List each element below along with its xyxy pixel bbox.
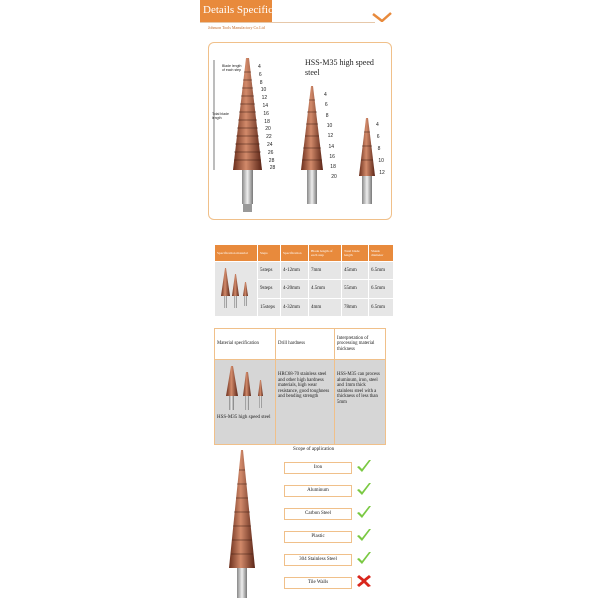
size-label: 6 — [376, 134, 380, 140]
large-step-drill-image — [222, 450, 262, 598]
table-cell: 5steps — [258, 262, 281, 280]
scope-item: Carbon Steel — [284, 508, 352, 520]
scope-item: Tile Walls — [284, 577, 352, 589]
check-icon — [356, 505, 372, 519]
spec-table-image-cell — [215, 262, 258, 317]
size-label: 6 — [258, 71, 262, 78]
size-label: 14 — [262, 103, 269, 109]
drill-set-image — [215, 262, 253, 314]
table-cell: 4mm — [309, 298, 342, 316]
total-length-label: Total blade length — [212, 112, 229, 120]
size-label: 16 — [263, 110, 269, 117]
cross-icon — [356, 574, 372, 588]
size-label: 26 — [267, 149, 274, 156]
size-label: 10 — [260, 87, 267, 94]
large-step-drill-image — [210, 58, 300, 218]
header-divider — [200, 22, 375, 23]
scope-item: Plastic — [284, 531, 352, 543]
table-cell: 6.5mm — [369, 262, 394, 280]
size-label: 10 — [378, 158, 384, 164]
size-label: 12 — [261, 95, 268, 102]
material-table-header: Material specification — [215, 329, 276, 360]
material-title: HSS-M35 high speed steel — [305, 58, 374, 77]
table-cell: 55mm — [342, 280, 369, 298]
check-icon — [356, 482, 372, 496]
table-cell: 78mm — [342, 298, 369, 316]
drill-set-image — [217, 362, 273, 412]
size-label: 12 — [327, 133, 334, 140]
chevron-down-icon — [372, 12, 392, 22]
table-cell: 4-12mm — [281, 262, 309, 280]
table-cell: 4-20mm — [281, 280, 309, 298]
scope-item: 304 Stainless Steel — [284, 554, 352, 566]
material-name: HSS-M35 high speed steel — [217, 414, 271, 420]
material-table-header: Drill hardness — [276, 329, 335, 360]
table-cell: 4.5mm — [309, 280, 342, 298]
check-icon — [356, 459, 372, 473]
spec-table-header: Specification — [281, 245, 309, 262]
size-label: 28 — [269, 165, 276, 172]
size-label: 4 — [324, 92, 327, 98]
size-label: 10 — [326, 122, 333, 129]
scope-item: Iron — [284, 462, 352, 474]
size-label: 18 — [264, 118, 270, 125]
material-image-cell — [215, 360, 276, 445]
check-icon — [356, 551, 372, 565]
check-icon — [356, 528, 372, 542]
spec-table — [214, 244, 394, 317]
size-label: 16 — [329, 153, 335, 160]
table-cell: 15steps — [258, 298, 281, 316]
hardness-text: HRC68-70 stainless steel and other high hardness materials, high wear resistance, good toughness and bending strength — [276, 360, 335, 445]
size-label: 14 — [328, 143, 335, 150]
size-label: 20 — [331, 174, 337, 181]
table-cell: 4-32mm — [281, 298, 309, 316]
spec-table-header: Steps — [258, 245, 281, 262]
table-cell: 6.5mm — [369, 298, 394, 316]
size-label: 20 — [265, 126, 271, 133]
material-table-header: Interpretation of processing material thickness — [335, 329, 386, 360]
header-title: Details Specification — [203, 4, 295, 16]
scope-title: Scope of application — [293, 447, 335, 452]
blade-length-label: Blade length of each step — [222, 64, 242, 72]
header-subtitle: Johnson Tools Manufactory Co.Ltd — [208, 25, 265, 30]
size-label: 12 — [379, 170, 385, 176]
thickness-text: HSS-M35 can process aluminum, iron, steel and 1mm thick stainless steel with a thickness of less than 5mm — [335, 360, 386, 445]
size-label: 28 — [268, 157, 275, 164]
material-table — [214, 328, 386, 445]
table-cell: 6.5mm — [369, 280, 394, 298]
size-label: 22 — [266, 134, 272, 141]
table-cell: 45mm — [342, 262, 369, 280]
size-label: 4 — [258, 64, 261, 70]
size-label: 8 — [325, 112, 329, 119]
size-label: 8 — [377, 146, 381, 152]
scope-item: Aluminum — [284, 485, 352, 497]
spec-table-header: Shank diameter — [369, 245, 394, 262]
spec-table-header: Blade length of each step — [309, 245, 342, 262]
spec-table-header: Total blade length — [342, 245, 369, 262]
size-label: 6 — [324, 102, 328, 109]
size-label: 8 — [259, 79, 263, 86]
size-label: 18 — [330, 164, 336, 171]
table-cell: 7mm — [309, 262, 342, 280]
table-row — [215, 262, 394, 280]
size-label: 4 — [376, 122, 379, 128]
size-label: 24 — [267, 142, 273, 148]
spec-table-header: Specification material — [215, 245, 258, 262]
table-cell: 9steps — [258, 280, 281, 298]
